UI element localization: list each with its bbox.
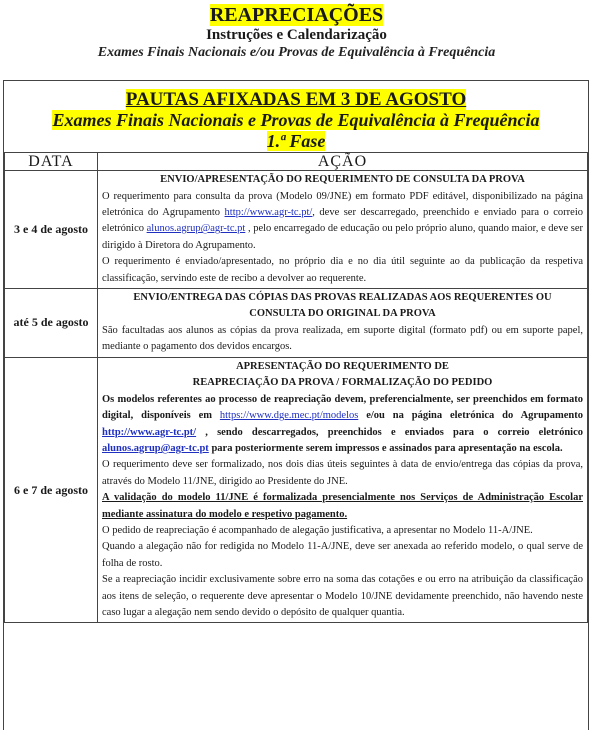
- row-title: REAPRECIAÇÃO DA PROVA / FORMALIZAÇÃO DO PEDIDO: [192, 377, 493, 389]
- paragraph: Se a reapreciação incidir exclusivamente sobre erro na soma das cotações e ou erro na atribuição da classificação aos itens de seleção, o requerente deve apresentar o Modelo 10/JNE devidamente preenchido, não havendo neste caso lugar a alegação nem sendo devido o depósito de qualquer quantia.: [102, 574, 583, 619]
- row-action: [98, 171, 588, 289]
- row-title: APRESENTAÇÃO DO REQUERIMENTO DE: [236, 360, 449, 372]
- row-action: [98, 357, 588, 623]
- paragraph: Quando a alegação não for redigida no Modelo 11-A/JNE, deve ser anexada ao referido modelo, o qual serve de folha de rosto.: [102, 541, 583, 569]
- row-title: ENVIO/APRESENTAÇÃO DO REQUERIMENTO DE CONSULTA DA PROVA: [160, 174, 525, 185]
- website-link[interactable]: http://www.agr-tc.pt/: [102, 426, 197, 438]
- row-date: até 5 de agosto: [5, 288, 98, 357]
- band-title: PAUTAS AFIXADAS EM 3 DE AGOSTO: [125, 89, 467, 110]
- row-title: CONSULTA DO ORIGINAL DA PROVA: [249, 308, 436, 320]
- table-header-row: [5, 153, 588, 171]
- band-exams: Exames Finais Nacionais e Provas de Equivalência à Frequência: [52, 110, 540, 130]
- paragraph: O requerimento deve ser formalizado, nos dois dias úteis seguintes à data de envio/entrega das cópias da prova, através do Modelo 11/JNE, dirigido ao Presidente do JNE.: [102, 459, 583, 487]
- page-subtitle: Instruções e Calendarização: [206, 27, 387, 43]
- table-row: [5, 288, 588, 357]
- row-date: 3 e 4 de agosto: [5, 171, 98, 289]
- paragraph: O requerimento é enviado/apresentado, no próprio dia e no dia útil seguinte ao da publicação da respetiva classificação, servindo este de recibo a devolver ao requerente.: [102, 256, 583, 284]
- website-link[interactable]: http://www.agr-tc.pt/: [224, 206, 313, 218]
- exam-line: Exames Finais Nacionais e/ou Provas de Equivalência à Frequência: [97, 45, 496, 60]
- paragraph: Os modelos referentes ao processo de reapreciação devem, preferencialmente, ser preenchidos em formato digital, disponíveis em https://www.dge.mec.pt/modelos e/ou na página eletrónica do Agrupamento http://www.agr-tc.pt/ , sendo descarregados, preenchidos e enviados para o correio eletrónico alunos.agrup@agr-tc.pt para posteriormente serem impressos e assinados para apresentação na escola.: [102, 393, 583, 454]
- schedule-box: [3, 80, 589, 730]
- row-title: ENVIO/ENTREGA DAS CÓPIAS DAS PROVAS REALIZADAS AOS REQUERENTES OU: [133, 291, 552, 303]
- table-row: [5, 171, 588, 289]
- email-link[interactable]: alunos.agrup@agr-tc.pt: [146, 223, 246, 235]
- paragraph: O pedido de reapreciação é acompanhado de alegação justificativa, a apresentar no Modelo 11-A/JNE.: [102, 525, 533, 536]
- phase-band: [4, 81, 588, 152]
- paragraph: São facultadas aos alunos as cópias da prova realizada, em suporte digital (formato pdf) ou em suporte papel, mediante o pagamento dos devidos encargos.: [102, 324, 583, 353]
- col-date-header: DATA: [5, 153, 98, 171]
- table-row: [5, 357, 588, 623]
- col-action-header: AÇÃO: [98, 153, 588, 171]
- document-header: [0, 0, 593, 61]
- dge-link[interactable]: https://www.dge.mec.pt/modelos: [219, 410, 359, 422]
- paragraph: A validação do modelo 11/JNE é formalizada presencialmente nos Serviços de Administração Escolar mediante assinatura do modelo e respetivo pagamento.: [102, 492, 583, 520]
- row-date: 6 e 7 de agosto: [5, 357, 98, 623]
- band-phase: 1.ª Fase: [266, 131, 326, 151]
- page-title: REAPRECIAÇÕES: [209, 4, 384, 26]
- schedule-table: [4, 152, 588, 623]
- email-link[interactable]: alunos.agrup@agr-tc.pt: [102, 442, 209, 454]
- paragraph: O requerimento para consulta da prova (Modelo 09/JNE) em formato PDF editável, disponibilizado na página eletrónica do Agrupamento http://www.agr-tc.pt/, deve ser descarregado, preenchido e enviado para o correio eletrónico alunos.agrup@agr-tc.pt , pelo encarregado de educação ou pelo próprio aluno, quando maior, e deve ser dirigido à Diretora do Agrupamento.: [102, 190, 584, 251]
- row-action: [98, 288, 588, 357]
